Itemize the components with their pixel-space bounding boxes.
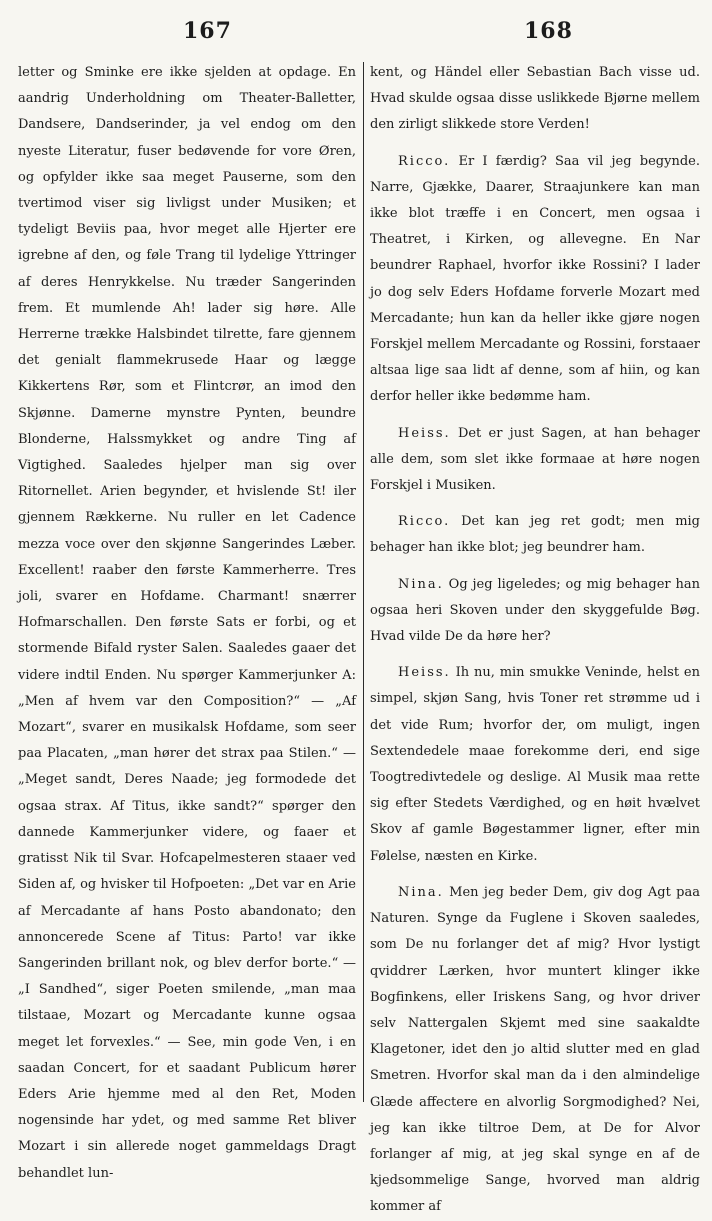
paragraph-4	[370, 572, 700, 651]
paragraph-3	[370, 509, 700, 561]
right-page-body	[370, 60, 700, 1221]
right-page-number: 168	[524, 18, 573, 44]
paragraph-text: Ih nu, min smukke Veninde, helst en simpel, skjøn Sang, hvis Toner ret strømme ud i det vide Rum; hvorfor der, om muligt, ingen Sextendedele maae forekomme deri, end sige Toogtredivtedele og deslige. Al Musik maa rette sig efter Stedets Værdighed, og en høit hvælvet Skov af gamle Bøgestammer ligner, efter min Følelse, næsten en Kirke.	[370, 665, 701, 864]
speaker-name: Heiss.	[398, 665, 451, 681]
paragraph-text: Det kan jeg ret godt; men mig behager han ikke blot; jeg beundrer ham.	[370, 514, 700, 556]
paragraph-2	[370, 421, 700, 500]
paragraph-text: Er I færdig? Saa vil jeg begynde. Narre, Gjække, Daarer, Straajunkere kan man ikke blot træffe i en Concert, men ogsaa i Theatret, i Kirken, og allevegne. En Nar beundrer Raphael, hvorfor ikke Rossini? I lader jo dog selv Eders Hofdame forverle Mozart med Mercadante; hun kan da heller ikke gjøre nogen Forskjel mellem Mercadante og Rossini, forstaaer altsaa lige saa lidt af denne, som af hiin, og kan derfor heller ikke bedømme ham.	[370, 153, 700, 405]
speaker-name: Nina.	[398, 884, 444, 900]
paragraph-6	[370, 880, 700, 1221]
paragraph-5	[370, 660, 700, 870]
left-page-text: letter og Sminke ere ikke sjelden at opdage. En aandrig Underholdning om Theater-Balletter, Dandsere, Dandserinder, ja vel endog om den nyeste Literatur, fuser bedøvende for vore Øren, og opfylder ikke saa meget Pauserne, som den tvertimod viser sig livligst under Musiken; et tydeligt Beviis paa, hvor meget alle Hjerter ere igrebne af den, og føle Trang til lydelige Yttringer af deres Henrykkelse. Nu træder Sangerinden frem. Et mumlende Ah! lader sig høre. Alle Herrerne trække Halsbindet tilrette, fare gjennem det genialt flammekrusede Haar og lægge Kikkertens Rør, som et Flintcrør, an imod den Skjønne. Damerne mynstre Pynten, beundre Blonderne, Halssmykket og andre Ting af Vigtighed. Saaledes hjelper man sig over Ritornellet. Arien begynder, et hvislende St! iler gjennem Rækkerne. Nu ruller en let Cadence mezza voce over den skjønne Sangerindes Læber. Excellent! raaber den første Kammerherre. Tres joli, svarer en Hofdame. Charmant! snærrer Hofmarschallen. Den første Sats er forbi, og et stormende Bifald ryster Salen. Saaledes gaaer det videre indtil Enden. Nu spørger Kammerjunker A: „Men af hvem var den Composition?“ — „Af Mozart“, svarer en musikalsk Hofdame, som seer paa Placaten, „man hører det strax paa Stilen.“ — „Meget sandt, Deres Naade; jeg formodede det ogsaa strax. Af Titus, ikke sandt?“ spørger den dannede Kammerjunker videre, og faaer et gratisst Nik til Svar. Hofcapelmesteren staaer ved Siden af, og hvisker til Hofpoeten: „Det var en Arie af Mercadante af hans Posto abandonato; den annoncerede Scene af Titus: Parto! var ikke Sangerinden brillant nok, og blev derfor borte.“ — „I Sandhed“, siger Poeten smilende, „man maa tilstaae, Mozart og Mercadante kunne ogsaa meget let forvexles.“ — See, min gode Ven, i en saadan Concert, for et saadant Publicum hører Eders Arie hjemme med al den Ret, Moden nogensinde har ydet, og med samme Ret bliver Mozart i sin allerede noget gammeldags Dragt behandlet lun-	[18, 65, 356, 1181]
paragraph-text: Men jeg beder Dem, giv dog Agt paa Naturen. Synge da Fuglene i Skoven saaledes, som De nu forlanger det af mig? Hvor lystigt qviddrer Lærken, hvor muntert klinger ikke Bogfinkens, eller Iriskens Sang, og hvor driver selv Nattergalen Skjemt med sine saakaldte Klagetoner, idet den jo altid slutter med en glad Smetren. Hvorfor skal man da i den almindelige Glæde affectere en alvorlig Sorgmodighed? Nei, jeg kan ikke tiltroe Dem, at De for Alvor forlanger af mig, at jeg skal synge en af de kjedsommelige Sange, hvorved man aldrig kommer af	[370, 884, 700, 1215]
left-page-body	[18, 60, 356, 1187]
paragraph-text: Og jeg ligeledes; og mig behager han ogsaa heri Skoven under den skyggefulde Bøg. Hvad vilde De da høre her?	[370, 576, 700, 645]
paragraph-text: kent, og Händel eller Sebastian Bach visse ud. Hvad skulde ogsaa disse uslikkede Bjørne mellem den zirligt slikkede store Verden!	[370, 65, 700, 133]
paragraph-0	[370, 60, 700, 139]
left-page-number: 167	[183, 18, 232, 44]
speaker-name: Ricco.	[398, 153, 451, 169]
speaker-name: Ricco.	[398, 514, 451, 530]
speaker-name: Nina.	[398, 576, 444, 592]
column-divider	[363, 62, 364, 1102]
speaker-name: Heiss.	[398, 425, 451, 441]
paragraph-1	[370, 149, 700, 411]
paragraph-text: Det er just Sagen, at han behager alle dem, som slet ikke formaae at høre nogen Forskjel i Musiken.	[370, 425, 701, 494]
